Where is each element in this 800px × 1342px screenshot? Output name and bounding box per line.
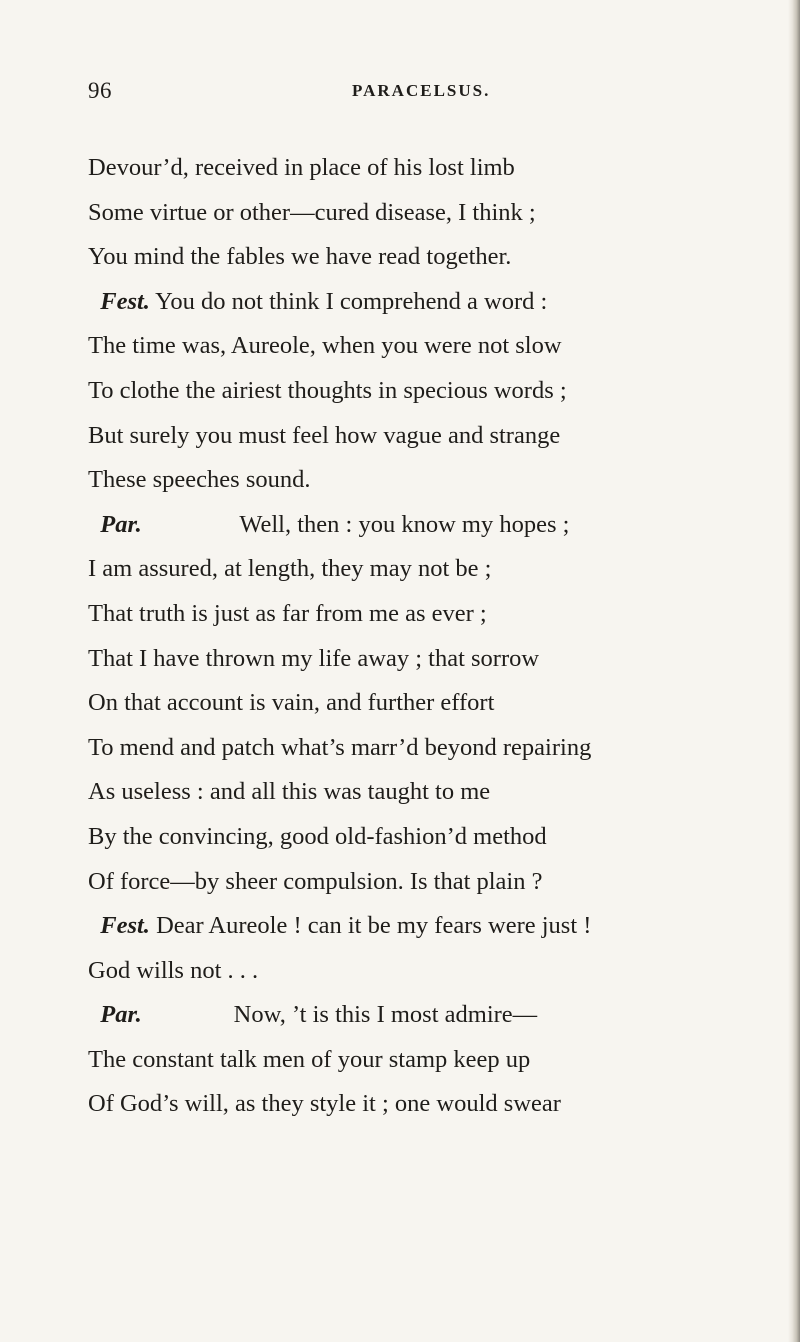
line-text: That truth is just as far from me as ever ; — [88, 599, 487, 627]
line-text: Now, ’t is this I most admire— — [141, 1001, 538, 1029]
line-text: But surely you must feel how vague and strange — [88, 421, 561, 449]
verse-line — [88, 687, 800, 732]
verse-line — [88, 776, 800, 821]
line-text: I am assured, at length, they may not be ; — [88, 555, 492, 583]
verse-line — [88, 509, 800, 554]
line-text: The time was, Aureole, when you were not slow — [88, 332, 562, 360]
verse-line — [88, 420, 800, 465]
line-text: These speeches sound. — [88, 466, 311, 494]
verse-line — [88, 330, 800, 375]
verse-line — [88, 866, 800, 911]
line-text: Well, then : you know my hopes ; — [141, 510, 570, 538]
verse-line — [88, 643, 800, 688]
running-head: PARACELSUS. — [352, 81, 491, 100]
verse-line — [88, 910, 800, 955]
line-text: You do not think I comprehend a word : — [149, 287, 548, 315]
verse-line — [88, 553, 800, 598]
verse-line — [88, 955, 800, 1000]
verse-line — [88, 375, 800, 420]
verse-line — [88, 1088, 800, 1133]
verse-line — [88, 821, 800, 866]
speaker-label: Fest. — [100, 912, 150, 940]
verse-line — [88, 197, 800, 242]
line-text: You mind the fables we have read together. — [88, 243, 512, 271]
speaker-label: Par. — [100, 1001, 142, 1029]
line-text: Of force—by sheer compulsion. Is that plain ? — [88, 867, 543, 895]
line-text: Devour’d, received in place of his lost limb — [88, 154, 515, 181]
line-text: On that account is vain, and further effort — [88, 689, 495, 717]
verse-line — [88, 464, 800, 509]
page-number: 96 — [88, 78, 112, 103]
verse-line — [88, 1044, 800, 1089]
line-text: Dear Aureole ! can it be my fears were just ! — [149, 912, 592, 940]
speaker-label: Par. — [100, 510, 142, 538]
line-text: To clothe the airiest thoughts in specious words ; — [88, 376, 567, 404]
line-text: To mend and patch what’s marr’d beyond repairing — [88, 733, 592, 761]
line-text: By the convincing, good old-fashion’d method — [88, 822, 547, 850]
verse-line — [88, 152, 800, 197]
line-text: Of God’s will, as they style it ; one would swear — [88, 1090, 561, 1118]
line-text: God wills not . . . — [88, 956, 259, 984]
line-text: As useless : and all this was taught to me — [88, 778, 491, 806]
verse-text — [88, 152, 800, 1133]
page-header — [88, 78, 778, 108]
verse-line — [88, 732, 800, 777]
verse-line — [88, 999, 800, 1044]
verse-line — [88, 241, 800, 286]
speaker-label: Fest. — [100, 287, 150, 315]
verse-line — [88, 598, 800, 643]
line-text: The constant talk men of your stamp keep up — [88, 1045, 531, 1073]
line-text: Some virtue or other—cured disease, I think ; — [88, 198, 536, 226]
verse-line — [88, 286, 800, 331]
line-text: That I have thrown my life away ; that sorrow — [88, 644, 540, 672]
